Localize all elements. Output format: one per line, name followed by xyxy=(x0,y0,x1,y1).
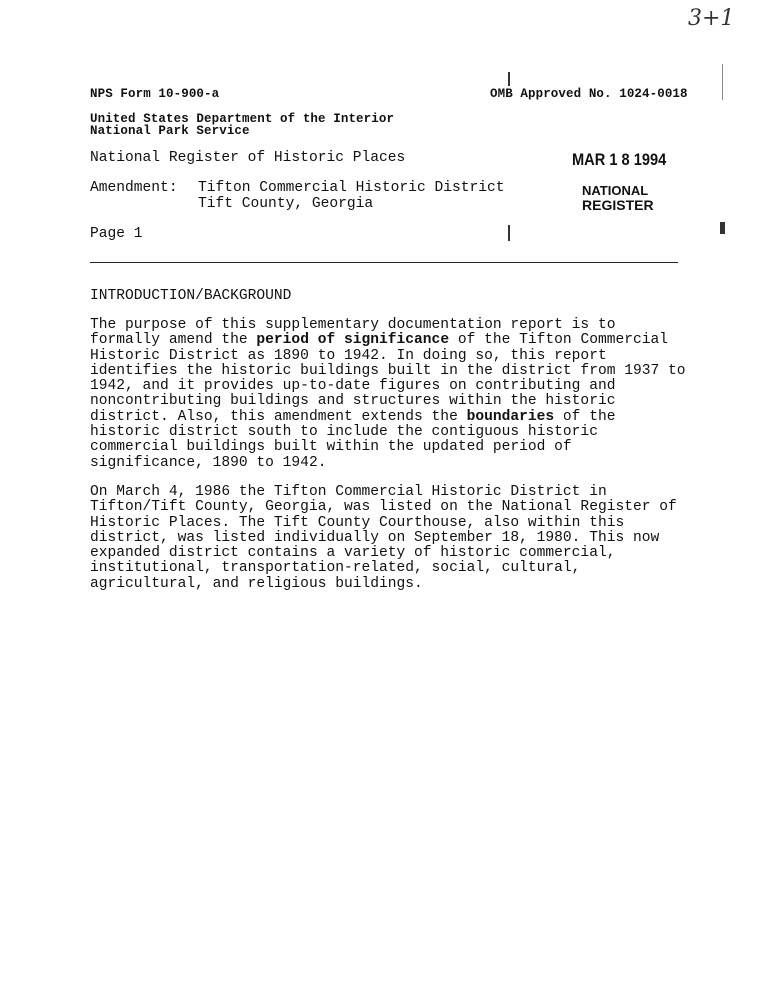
amendment-district: Tifton Commercial Historic District xyxy=(198,180,505,196)
agency-line2: National Park Service xyxy=(90,124,250,138)
scan-artifact xyxy=(508,72,510,86)
paragraph-1-text-b: of the Tifton Commercial Historic District as 1890 to 1942. In doing so, this report identifies the historic buildings built in the district from 1937 to 1942, and it provides up-to-date figures on contributing and noncontributing buildings and structures within the historic district. Also, this amendment extends the xyxy=(90,332,686,425)
scan-artifact xyxy=(508,225,510,241)
page-label: Page 1 xyxy=(90,226,143,242)
amendment-county: Tift County, Georgia xyxy=(198,196,374,212)
register-title: National Register of Historic Places xyxy=(90,150,406,166)
stamp-line1: NATIONAL xyxy=(582,183,649,198)
section-heading: INTRODUCTION/BACKGROUND xyxy=(90,288,292,304)
scan-artifact xyxy=(722,64,723,100)
stamp-line2: REGISTER xyxy=(582,197,654,213)
received-date-stamp: MAR 1 8 1994 xyxy=(572,150,667,169)
paragraph-1-text-a: The purpose of this supplementary documentation report is to formally amend the xyxy=(90,317,616,349)
paragraph-2 xyxy=(90,485,690,592)
scan-artifact xyxy=(720,222,725,234)
boundaries-emphasis: boundaries xyxy=(466,408,555,425)
period-of-significance-emphasis: period of significance xyxy=(256,332,450,349)
agency-line1: United States Department of the Interior xyxy=(90,112,395,126)
omb-approval: OMB Approved No. 1024-0018 xyxy=(490,87,688,101)
paragraph-2-text: On March 4, 1986 the Tifton Commercial Historic District in Tifton/Tift County, Georgia, was listed on the National Register of Historic Places. The Tift County Courthouse, also within this district, was listed individually on September 18, 1980. This now expanded district contains a variety of historic commercial, institutional, transportation-related, social, cultural, agricultural, and religious buildings. xyxy=(90,484,677,592)
form-number: NPS Form 10-900-a xyxy=(90,87,220,101)
paragraph-1 xyxy=(90,318,690,471)
paragraph-1-text-c: of the historic district south to include the contiguous historic commercial buildings built within the updated period of significance, 1890 to 1942. xyxy=(90,408,616,471)
amendment-label: Amendment: xyxy=(90,180,178,196)
header-divider xyxy=(90,262,678,263)
handwritten-note: 3+1 xyxy=(688,6,735,31)
